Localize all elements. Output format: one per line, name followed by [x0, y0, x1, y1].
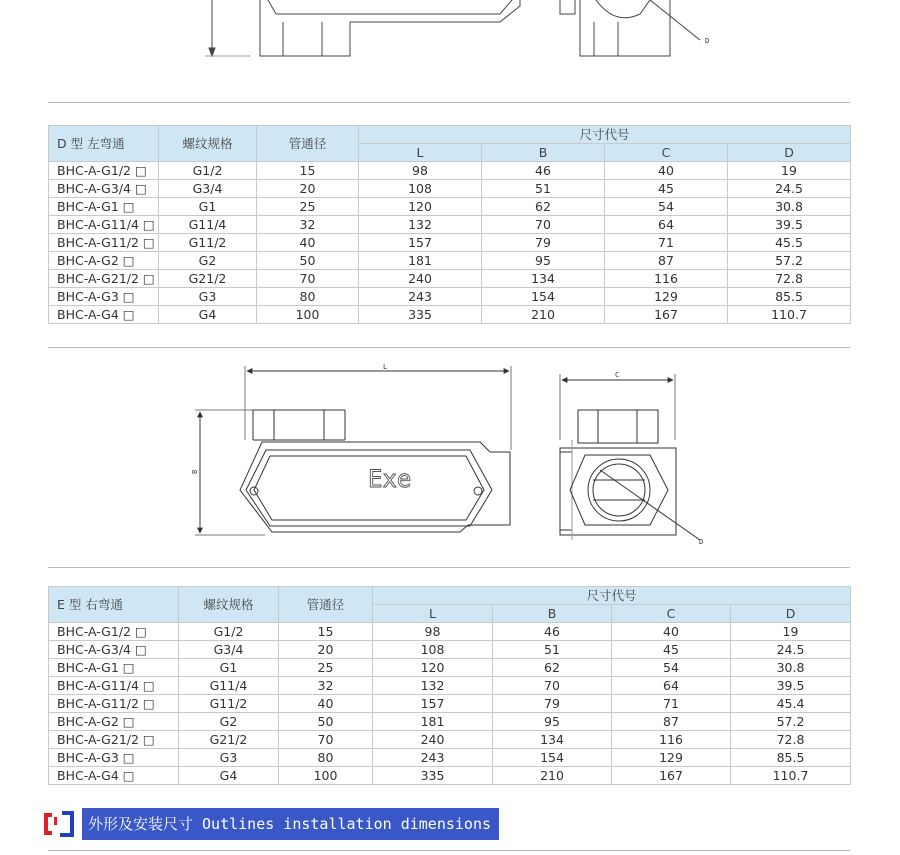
d-cell: 45.4: [731, 695, 851, 713]
divider: [48, 567, 850, 568]
l-cell: 132: [359, 216, 482, 234]
bracket-logo-icon: [42, 809, 76, 839]
d-cell: 24.5: [731, 641, 851, 659]
thread-cell: G2: [179, 713, 279, 731]
c-cell: 40: [612, 623, 731, 641]
d-cell: 45.5: [728, 234, 851, 252]
c-cell: 45: [612, 641, 731, 659]
model-cell: BHC-A-G2 □: [49, 252, 159, 270]
thread-cell: G1: [179, 659, 279, 677]
model-cell: BHC-A-G1/2 □: [49, 623, 179, 641]
d-cell: 39.5: [731, 677, 851, 695]
d-cell: 24.5: [728, 180, 851, 198]
dim-d-label: D: [699, 538, 704, 546]
b-cell: 95: [482, 252, 605, 270]
b-cell: 51: [493, 641, 612, 659]
model-cell: BHC-A-G3 □: [49, 749, 179, 767]
l-cell: 243: [359, 288, 482, 306]
l-cell: 240: [373, 731, 493, 749]
b-cell: 210: [493, 767, 612, 785]
model-cell: BHC-A-G1 □: [49, 659, 179, 677]
b-cell: 95: [493, 713, 612, 731]
dim-b-label: B: [191, 469, 199, 474]
d-cell: 85.5: [731, 749, 851, 767]
model-cell: BHC-A-G21/2 □: [49, 270, 159, 288]
table-row: [49, 623, 851, 641]
l-cell: 157: [359, 234, 482, 252]
thread-cell: G11/2: [159, 234, 257, 252]
c-cell: 129: [612, 749, 731, 767]
table-row: [49, 677, 851, 695]
divider: [48, 347, 850, 348]
pipe-cell: 40: [279, 695, 373, 713]
d-cell: 110.7: [731, 767, 851, 785]
table-row: [49, 641, 851, 659]
model-cell: BHC-A-G21/2 □: [49, 731, 179, 749]
dim-l-label: L: [383, 363, 388, 371]
thread-cell: G1/2: [179, 623, 279, 641]
model-cell: BHC-A-G4 □: [49, 767, 179, 785]
l-cell: 335: [359, 306, 482, 324]
table-row: [49, 234, 851, 252]
table-row: [49, 198, 851, 216]
column-header-b: B: [482, 144, 605, 162]
l-cell: 132: [373, 677, 493, 695]
table-body: [49, 623, 851, 785]
spec-table-d: [48, 125, 851, 324]
thread-cell: G3: [159, 288, 257, 306]
model-cell: BHC-A-G1/2 □: [49, 162, 159, 180]
column-header-dimensions: 尺寸代号: [359, 126, 851, 144]
model-cell: BHC-A-G11/2 □: [49, 695, 179, 713]
table-row: [49, 306, 851, 324]
pipe-cell: 50: [279, 713, 373, 731]
c-cell: 64: [605, 216, 728, 234]
b-cell: 70: [482, 216, 605, 234]
c-cell: 116: [605, 270, 728, 288]
d-cell: 110.7: [728, 306, 851, 324]
table-row: [49, 288, 851, 306]
pipe-cell: 100: [257, 306, 359, 324]
l-cell: 108: [359, 180, 482, 198]
spec-table-e: [48, 586, 851, 785]
pipe-cell: 25: [257, 198, 359, 216]
table-row: [49, 731, 851, 749]
cover-exe-mark: Exe: [368, 465, 412, 493]
pipe-cell: 80: [279, 749, 373, 767]
column-header-thread: 螺纹规格: [159, 126, 257, 162]
b-cell: 51: [482, 180, 605, 198]
column-header-b: B: [493, 605, 612, 623]
column-header-thread: 螺纹规格: [179, 587, 279, 623]
thread-cell: G21/2: [179, 731, 279, 749]
c-cell: 54: [612, 659, 731, 677]
b-cell: 210: [482, 306, 605, 324]
d-cell: 85.5: [728, 288, 851, 306]
b-cell: 70: [493, 677, 612, 695]
thread-cell: G21/2: [159, 270, 257, 288]
d-cell: 30.8: [728, 198, 851, 216]
b-cell: 62: [482, 198, 605, 216]
b-cell: 46: [482, 162, 605, 180]
thread-cell: G4: [159, 306, 257, 324]
divider: [48, 850, 850, 851]
column-header-dimensions: 尺寸代号: [373, 587, 851, 605]
pipe-cell: 20: [257, 180, 359, 198]
pipe-cell: 32: [257, 216, 359, 234]
table-row: [49, 713, 851, 731]
d-cell: 72.8: [731, 731, 851, 749]
thread-cell: G11/4: [159, 216, 257, 234]
l-cell: 120: [373, 659, 493, 677]
table-row: [49, 695, 851, 713]
table-row: [49, 659, 851, 677]
thread-cell: G1/2: [159, 162, 257, 180]
pipe-cell: 15: [257, 162, 359, 180]
l-cell: 240: [359, 270, 482, 288]
c-cell: 71: [605, 234, 728, 252]
pipe-cell: 100: [279, 767, 373, 785]
b-cell: 46: [493, 623, 612, 641]
b-cell: 62: [493, 659, 612, 677]
model-cell: BHC-A-G3/4 □: [49, 180, 159, 198]
c-cell: 45: [605, 180, 728, 198]
column-header-pipe: 管通径: [257, 126, 359, 162]
thread-cell: G2: [159, 252, 257, 270]
table-title: D 型 左弯通: [49, 126, 159, 162]
c-cell: 87: [605, 252, 728, 270]
c-cell: 64: [612, 677, 731, 695]
divider: [48, 102, 850, 103]
l-cell: 98: [359, 162, 482, 180]
thread-cell: G3: [179, 749, 279, 767]
column-header-d: D: [728, 144, 851, 162]
table-row: [49, 180, 851, 198]
b-cell: 134: [482, 270, 605, 288]
pipe-cell: 20: [279, 641, 373, 659]
table-row: [49, 162, 851, 180]
model-cell: BHC-A-G3/4 □: [49, 641, 179, 659]
d-cell: 30.8: [731, 659, 851, 677]
pipe-cell: 32: [279, 677, 373, 695]
table-row: [49, 216, 851, 234]
c-cell: 71: [612, 695, 731, 713]
l-cell: 120: [359, 198, 482, 216]
d-cell: 39.5: [728, 216, 851, 234]
pipe-cell: 70: [279, 731, 373, 749]
c-cell: 167: [612, 767, 731, 785]
b-cell: 79: [493, 695, 612, 713]
model-cell: BHC-A-G2 □: [49, 713, 179, 731]
column-header-l: L: [359, 144, 482, 162]
thread-cell: G11/4: [179, 677, 279, 695]
dim-c-label: C: [615, 371, 620, 379]
c-cell: 54: [605, 198, 728, 216]
l-cell: 98: [373, 623, 493, 641]
d-cell: 19: [728, 162, 851, 180]
c-cell: 87: [612, 713, 731, 731]
model-cell: BHC-A-G11/2 □: [49, 234, 159, 252]
top-drawing-fragment: [0, 0, 900, 70]
model-cell: BHC-A-G11/4 □: [49, 677, 179, 695]
table-row: [49, 252, 851, 270]
thread-cell: G3/4: [159, 180, 257, 198]
b-cell: 134: [493, 731, 612, 749]
table-row: [49, 767, 851, 785]
top-dim-d-label: D: [705, 37, 710, 45]
b-cell: 79: [482, 234, 605, 252]
pipe-cell: 15: [279, 623, 373, 641]
column-header-c: C: [605, 144, 728, 162]
thread-cell: G3/4: [179, 641, 279, 659]
d-cell: 57.2: [731, 713, 851, 731]
b-cell: 154: [493, 749, 612, 767]
model-cell: BHC-A-G11/4 □: [49, 216, 159, 234]
model-cell: BHC-A-G1 □: [49, 198, 159, 216]
l-cell: 335: [373, 767, 493, 785]
column-header-l: L: [373, 605, 493, 623]
d-cell: 57.2: [728, 252, 851, 270]
column-header-pipe: 管通径: [279, 587, 373, 623]
thread-cell: G1: [159, 198, 257, 216]
table-row: [49, 270, 851, 288]
l-cell: 243: [373, 749, 493, 767]
table-row: [49, 749, 851, 767]
model-cell: BHC-A-G4 □: [49, 306, 159, 324]
column-header-c: C: [612, 605, 731, 623]
l-cell: 181: [373, 713, 493, 731]
b-cell: 154: [482, 288, 605, 306]
table-body: [49, 162, 851, 324]
pipe-cell: 70: [257, 270, 359, 288]
d-cell: 19: [731, 623, 851, 641]
c-cell: 40: [605, 162, 728, 180]
pipe-cell: 25: [279, 659, 373, 677]
table-title: E 型 右弯通: [49, 587, 179, 623]
outline-drawing-e: [0, 350, 900, 565]
thread-cell: G4: [179, 767, 279, 785]
thread-cell: G11/2: [179, 695, 279, 713]
l-cell: 181: [359, 252, 482, 270]
c-cell: 129: [605, 288, 728, 306]
model-cell: BHC-A-G3 □: [49, 288, 159, 306]
l-cell: 157: [373, 695, 493, 713]
pipe-cell: 80: [257, 288, 359, 306]
section-title: 外形及安装尺寸 Outlines installation dimensions: [82, 808, 499, 840]
c-cell: 116: [612, 731, 731, 749]
d-cell: 72.8: [728, 270, 851, 288]
column-header-d: D: [731, 605, 851, 623]
c-cell: 167: [605, 306, 728, 324]
pipe-cell: 40: [257, 234, 359, 252]
l-cell: 108: [373, 641, 493, 659]
pipe-cell: 50: [257, 252, 359, 270]
